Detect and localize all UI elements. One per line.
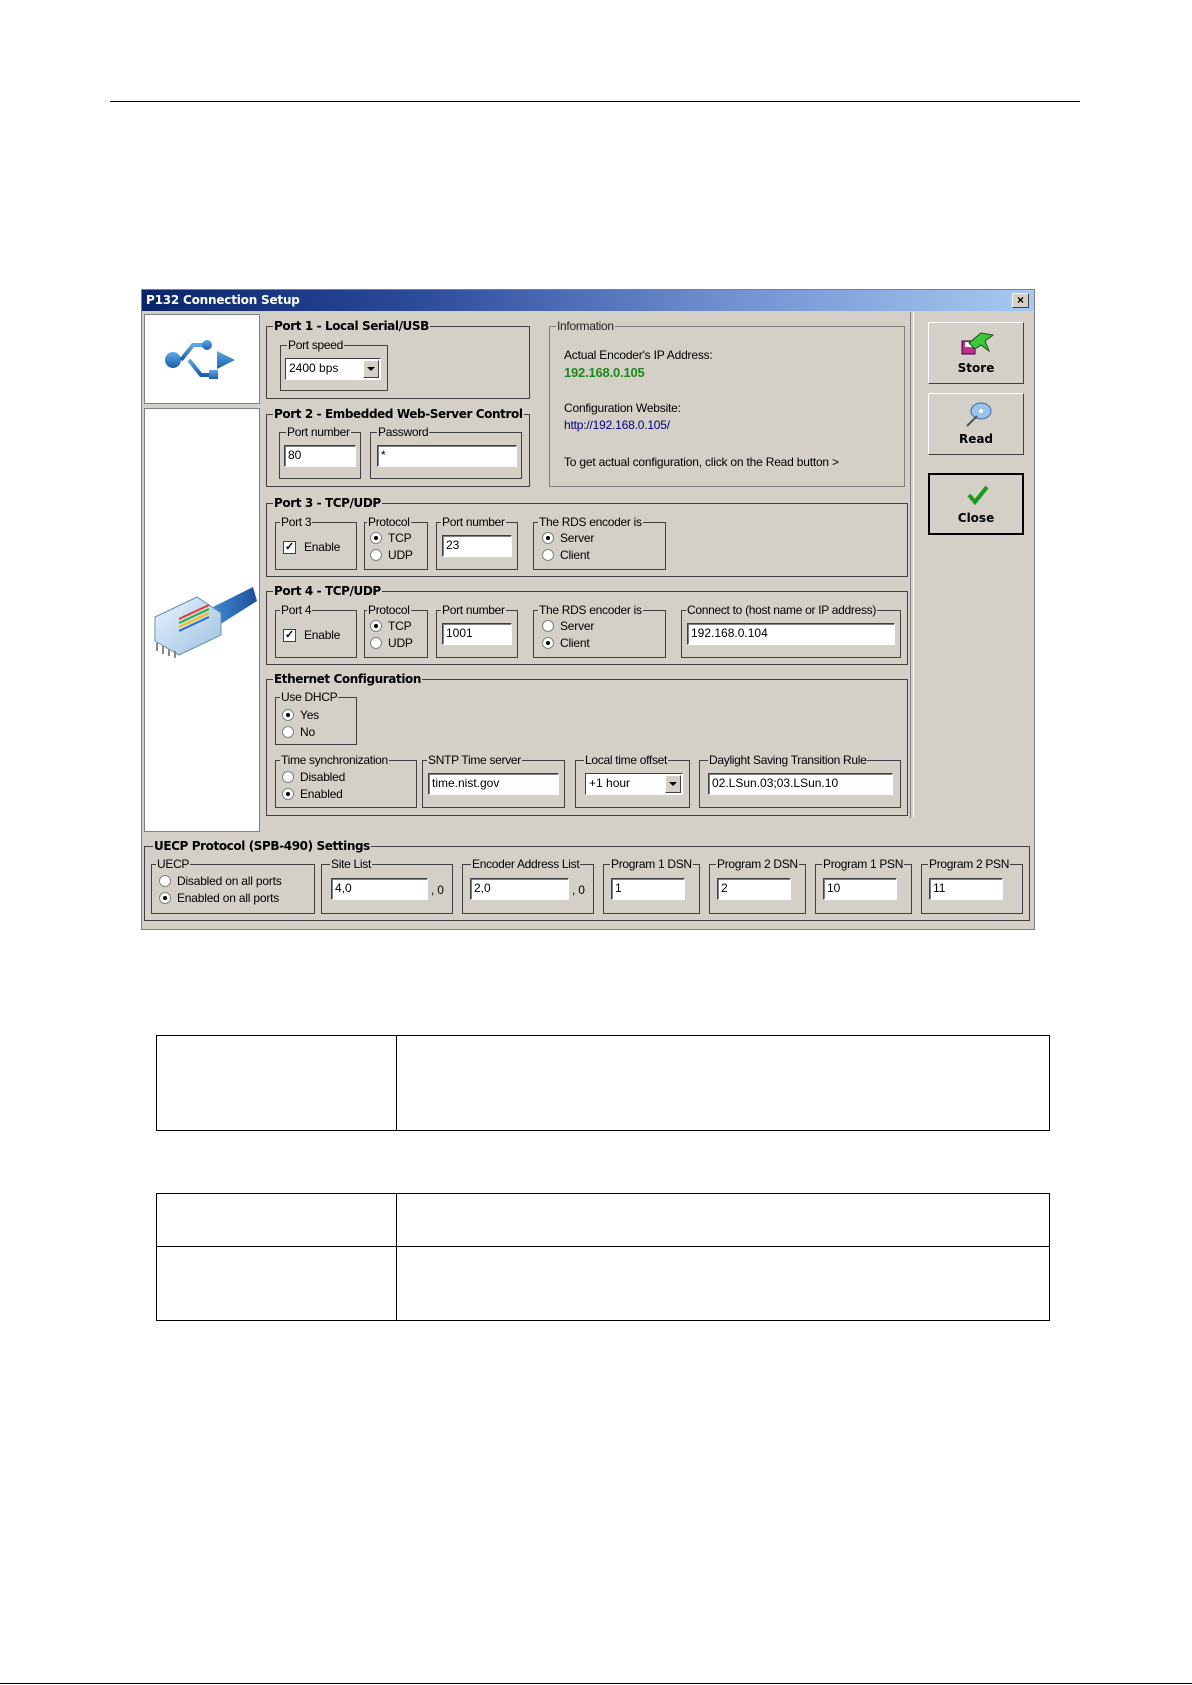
time-sync-disabled-radio[interactable] <box>282 771 294 783</box>
port4-rds-label: The RDS encoder is <box>539 603 642 617</box>
port3-udp-radio[interactable] <box>370 549 382 561</box>
port2-portnum-label: Port number <box>287 425 350 439</box>
uecp-mode-group <box>151 857 315 914</box>
connect-to-group <box>681 603 901 658</box>
port4-client-label: Client <box>560 636 590 650</box>
uecp-disabled-radio[interactable] <box>159 875 171 887</box>
p1psn-label: Program 1 PSN <box>823 857 904 871</box>
ip-address-value: 192.168.0.105 <box>564 365 645 380</box>
encoder-address-group <box>462 857 594 914</box>
sntp-group <box>422 753 565 808</box>
close-label: Close <box>957 511 995 525</box>
usb-icon <box>163 335 243 385</box>
close-window-button[interactable]: × <box>1012 293 1029 308</box>
read-hint: To get actual configuration, click on the Read button > <box>564 455 839 469</box>
button-separator <box>910 312 914 818</box>
ethernet-config-title: Ethernet Configuration <box>274 672 422 686</box>
ethernet-config-group <box>266 672 908 816</box>
port4-title: Port 4 - TCP/UDP <box>274 584 381 598</box>
dst-rule-label: Daylight Saving Transition Rule <box>709 753 867 767</box>
port2-portnum-group <box>279 425 361 479</box>
port4-tcp-radio[interactable] <box>370 620 382 632</box>
time-offset-value: +1 hour <box>589 776 631 790</box>
time-sync-enabled-radio[interactable] <box>282 788 294 800</box>
table-row <box>157 1247 1050 1321</box>
port3-rds-label: The RDS encoder is <box>539 515 642 529</box>
connection-setup-dialog <box>141 289 1035 930</box>
p1psn-input[interactable]: 10 <box>823 878 897 900</box>
port4-rds-group <box>533 603 666 658</box>
port3-server-label: Server <box>560 531 595 545</box>
port2-title: Port 2 - Embedded Web-Server Control <box>274 407 523 421</box>
title-bar[interactable] <box>142 290 1034 311</box>
uecp-enabled-label: Enabled on all ports <box>177 891 280 905</box>
dhcp-label: Use DHCP <box>281 690 338 704</box>
port4-udp-label: UDP <box>388 636 413 650</box>
p2dsn-group <box>709 857 806 914</box>
port4-enable-group-label: Port 4 <box>281 603 312 617</box>
port3-protocol-group <box>364 515 428 570</box>
website-label: Configuration Website: <box>564 401 681 415</box>
table-cell <box>397 1036 1050 1131</box>
connect-to-label: Connect to (host name or IP address) <box>687 603 877 617</box>
read-button[interactable] <box>928 393 1024 455</box>
port3-rds-group <box>533 515 666 570</box>
window-title: P132 Connection Setup <box>146 293 300 307</box>
table-row <box>157 1036 1050 1131</box>
port3-enable-group <box>275 515 357 570</box>
p2dsn-input[interactable]: 2 <box>717 878 791 900</box>
usb-panel <box>144 314 260 404</box>
page-footer-rule <box>0 1683 1192 1684</box>
information-title: Information <box>557 319 614 333</box>
store-button[interactable] <box>928 322 1024 384</box>
close-button[interactable] <box>928 473 1024 535</box>
port-speed-group <box>280 338 388 391</box>
dhcp-group <box>275 690 357 745</box>
site-list-suffix: , 0 <box>431 883 444 897</box>
dhcp-yes-label: Yes <box>300 708 319 722</box>
port1-title: Port 1 - Local Serial/USB <box>274 319 429 333</box>
p2psn-group <box>921 857 1023 914</box>
sntp-label: SNTP Time server <box>428 753 521 767</box>
password-label: Password <box>378 425 429 439</box>
time-sync-enabled-label: Enabled <box>300 787 343 801</box>
p2psn-label: Program 2 PSN <box>929 857 1010 871</box>
uecp-enabled-radio[interactable] <box>159 892 171 904</box>
store-disk-icon <box>959 329 995 357</box>
port3-tcp-label: TCP <box>388 531 412 545</box>
table-cell <box>157 1036 397 1131</box>
port3-server-radio[interactable] <box>542 532 554 544</box>
port3-portnum-group <box>436 515 518 570</box>
connect-to-input[interactable]: 192.168.0.104 <box>687 623 895 645</box>
port4-portnum-group <box>436 603 518 658</box>
port4-enable-group <box>275 603 357 658</box>
information-group <box>549 319 905 487</box>
port4-protocol-label: Protocol <box>368 603 410 617</box>
sntp-input[interactable]: time.nist.gov <box>428 773 559 795</box>
p1psn-group <box>815 857 912 914</box>
time-offset-group <box>575 753 690 808</box>
store-label: Store <box>957 361 995 375</box>
port4-enable-checkbox[interactable]: ✓ <box>284 629 295 641</box>
port3-enable-label: Enable <box>304 540 341 554</box>
read-label: Read <box>958 432 994 446</box>
port4-group <box>266 584 908 665</box>
site-list-label: Site List <box>331 857 371 871</box>
port3-title: Port 3 - TCP/UDP <box>274 496 381 510</box>
read-dish-icon <box>959 400 995 428</box>
site-list-input[interactable]: 4,0 <box>331 878 428 900</box>
port4-enable-label: Enable <box>304 628 341 642</box>
port3-protocol-label: Protocol <box>368 515 410 529</box>
site-list-group <box>321 857 453 914</box>
dhcp-no-label: No <box>300 725 315 739</box>
port3-enable-checkbox[interactable]: ✓ <box>284 541 295 553</box>
port4-client-radio[interactable] <box>542 637 554 649</box>
table-cell <box>397 1247 1050 1321</box>
doc-table-2 <box>156 1193 1050 1321</box>
encoder-address-input[interactable]: 2,0 <box>470 878 569 900</box>
uecp-disabled-label: Disabled on all ports <box>177 874 282 888</box>
chevron-down-icon[interactable] <box>363 360 379 378</box>
port-speed-select[interactable] <box>285 358 381 380</box>
p1dsn-input[interactable]: 1 <box>611 878 685 900</box>
port-speed-value: 2400 bps <box>289 361 339 375</box>
table-cell <box>157 1194 397 1247</box>
uecp-mode-label: UECP <box>157 857 190 871</box>
password-input[interactable]: * <box>377 445 517 467</box>
chevron-down-icon[interactable] <box>665 775 681 793</box>
port3-enable-group-label: Port 3 <box>281 515 312 529</box>
port4-udp-radio[interactable] <box>370 637 382 649</box>
ethernet-plug-icon <box>149 579 257 659</box>
port4-portnum-input[interactable]: 1001 <box>442 623 512 645</box>
dhcp-yes-radio[interactable] <box>282 709 294 721</box>
dst-rule-group <box>699 753 901 808</box>
uecp-title: UECP Protocol (SPB-490) Settings <box>154 839 370 853</box>
port1-group <box>266 319 530 399</box>
time-sync-label: Time synchronization <box>281 753 388 767</box>
time-sync-disabled-label: Disabled <box>300 770 346 784</box>
port4-tcp-label: TCP <box>388 619 412 633</box>
table-row <box>157 1194 1050 1247</box>
port3-group <box>266 496 908 577</box>
encoder-address-label: Encoder Address List <box>472 857 580 871</box>
time-sync-group <box>275 753 417 808</box>
table-cell <box>157 1247 397 1321</box>
ip-address-label: Actual Encoder's IP Address: <box>564 348 713 362</box>
ethernet-panel <box>144 408 260 832</box>
time-offset-label: Local time offset <box>585 753 668 767</box>
p2dsn-label: Program 2 DSN <box>717 857 798 871</box>
p1dsn-group <box>603 857 700 914</box>
port-speed-label: Port speed <box>288 338 344 352</box>
port4-portnum-label: Port number <box>442 603 505 617</box>
dst-rule-input[interactable]: 02.LSun.03;03.LSun.10 <box>708 773 893 795</box>
port3-udp-label: UDP <box>388 548 413 562</box>
table-cell <box>397 1194 1050 1247</box>
port3-client-radio[interactable] <box>542 549 554 561</box>
port3-portnum-label: Port number <box>442 515 505 529</box>
port3-portnum-input[interactable]: 23 <box>442 535 512 557</box>
port4-protocol-group <box>364 603 428 658</box>
doc-table-1 <box>156 1035 1050 1131</box>
uecp-group <box>144 839 1030 921</box>
website-link[interactable]: http://192.168.0.105/ <box>564 418 670 432</box>
checkmark-icon <box>960 481 996 509</box>
encoder-address-suffix: , 0 <box>572 883 585 897</box>
port2-portnum-input[interactable]: 80 <box>284 445 356 467</box>
password-group <box>370 425 522 479</box>
page-header-rule <box>110 101 1080 102</box>
port3-tcp-radio[interactable] <box>370 532 382 544</box>
time-offset-select[interactable] <box>585 773 683 795</box>
port2-group <box>266 407 530 487</box>
port3-client-label: Client <box>560 548 590 562</box>
port4-server-label: Server <box>560 619 595 633</box>
port4-server-radio[interactable] <box>542 620 554 632</box>
p2psn-input[interactable]: 11 <box>929 878 1003 900</box>
dhcp-no-radio[interactable] <box>282 726 294 738</box>
p1dsn-label: Program 1 DSN <box>611 857 692 871</box>
